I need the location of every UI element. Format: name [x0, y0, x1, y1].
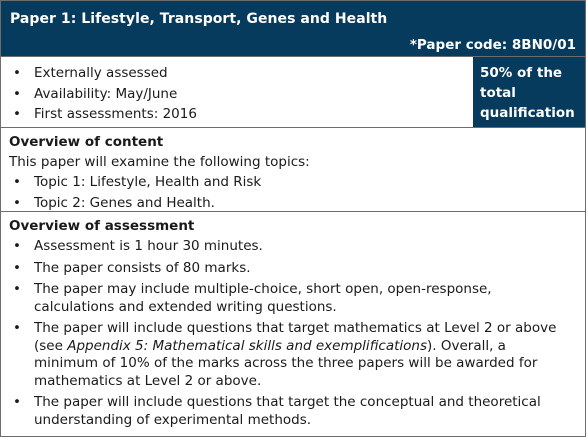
- section-heading: Overview of assessment: [9, 218, 195, 234]
- list-item-text: Topic 2: Genes and Health.: [34, 194, 215, 211]
- assessment-info-row: [1, 57, 585, 128]
- weighting-line: qualification: [480, 105, 575, 121]
- bullet-icon: •: [13, 394, 21, 410]
- weighting-box: [473, 57, 585, 127]
- list-item: [1, 281, 585, 316]
- list-item: [1, 238, 585, 256]
- list-item: [1, 86, 473, 104]
- list-item-text: Availability: May/June: [34, 85, 178, 102]
- paper-header: [1, 1, 585, 57]
- list-item-text-part: ). Overall, a minimum of 10% of the marks across the three papers will be awarded for mathematics at Level 2 or above.: [34, 337, 538, 389]
- paper-code: *Paper code: 8BN0/01: [409, 37, 576, 53]
- list-item-text: Externally assessed: [34, 65, 168, 81]
- list-item: [1, 174, 585, 192]
- bullet-icon: •: [13, 194, 21, 211]
- section-intro: This paper will examine the following topics:: [9, 154, 310, 170]
- bullet-icon: •: [13, 281, 21, 297]
- section-heading: Overview of content: [9, 134, 164, 150]
- paper-title: Paper 1: Lifestyle, Transport, Genes and Health: [10, 11, 388, 27]
- list-item-text: The paper may include multiple-choice, short open, open-response, calculations and extended writing questions.: [34, 281, 492, 315]
- list-item: [1, 195, 585, 213]
- bullet-icon: •: [13, 65, 21, 81]
- list-item-text: First assessments: 2016: [34, 106, 197, 122]
- bullet-icon: •: [13, 259, 21, 276]
- weighting-line: 50% of the: [480, 65, 563, 81]
- bullet-icon: •: [13, 174, 21, 190]
- bullet-icon: •: [13, 238, 21, 254]
- list-item-text: The paper will include questions that target the conceptual and theoretical understanding of experimental methods.: [34, 394, 541, 428]
- list-item: [1, 260, 585, 278]
- bullet-icon: •: [13, 85, 21, 102]
- bullet-icon: •: [13, 106, 21, 122]
- appendix-reference: Appendix 5: Mathematical skills and exemplifications: [67, 337, 427, 354]
- list-item: [1, 106, 473, 124]
- assessment-info-list: [1, 57, 473, 127]
- list-item: [1, 320, 585, 390]
- bullet-icon: •: [13, 320, 21, 336]
- list-item: [1, 65, 473, 83]
- list-item-text: Assessment is 1 hour 30 minutes.: [34, 238, 263, 254]
- list-item: [1, 394, 585, 429]
- list-item-text-part: The paper will include questions that target mathematics at Level 2 or above (see: [34, 320, 557, 354]
- overview-of-content-section: [1, 128, 585, 212]
- overview-of-assessment-section: [1, 212, 585, 429]
- list-item-text: The paper consists of 80 marks.: [34, 259, 251, 276]
- list-item-text: Topic 1: Lifestyle, Health and Risk: [34, 174, 262, 190]
- weighting-line: total: [480, 85, 516, 101]
